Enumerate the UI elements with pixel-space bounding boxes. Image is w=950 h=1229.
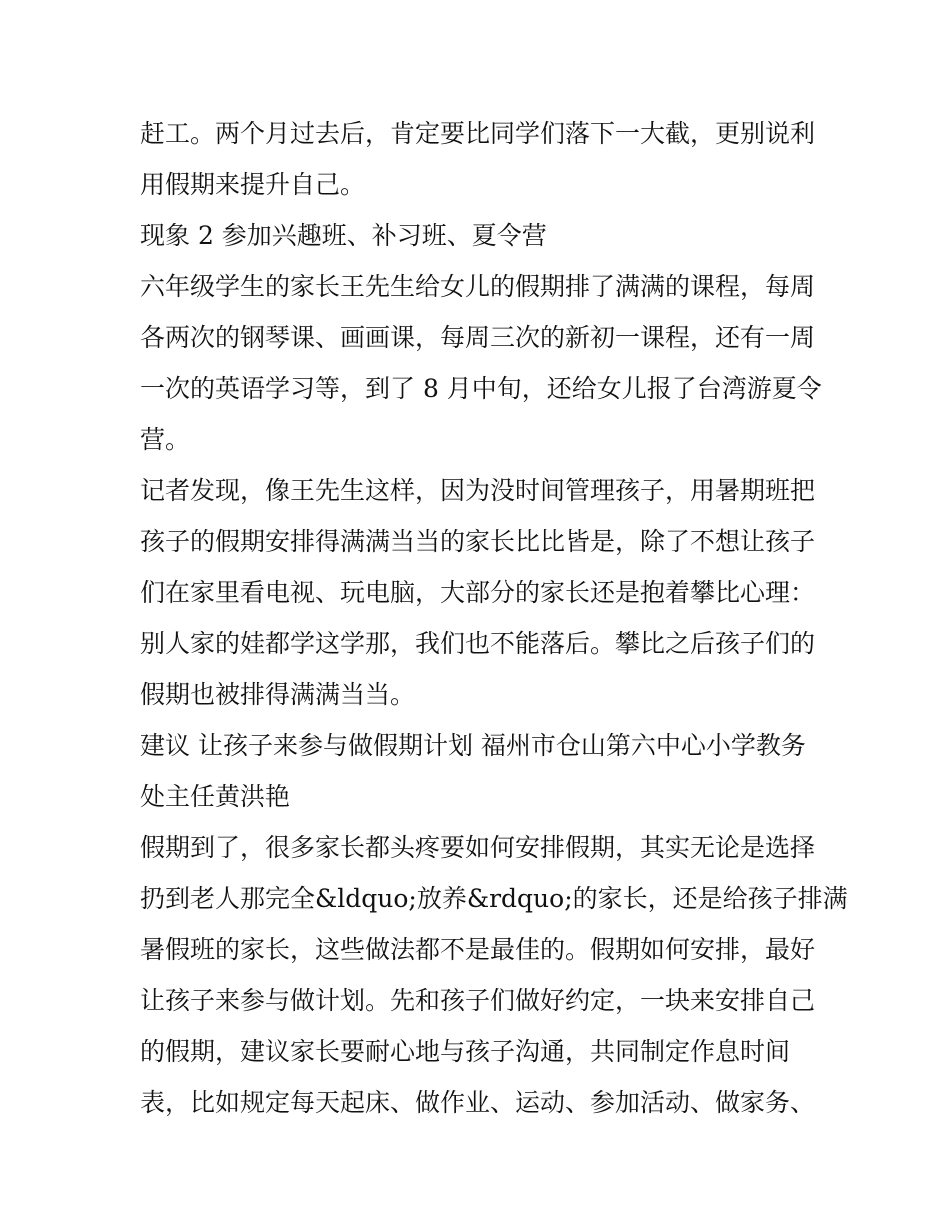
section-heading: 建议 让孩子来参与做假期计划 福州市仓山第六中心小学教务: [140, 731, 806, 760]
text-line: 扔到老人那完全&ldquo;放养&rdquo;的家长，还是给孩子排满: [140, 884, 848, 913]
text-line: 各两次的钢琴课、画画课，每周三次的新初一课程，还有一周: [140, 323, 816, 352]
section-heading: 现象 2 参加兴趣班、补习班、夏令营: [140, 221, 547, 250]
text-line: 孩子的假期安排得满满当当的家长比比皆是，除了不想让孩子: [140, 527, 816, 556]
text-line: 营。: [140, 425, 191, 454]
text-line: 别人家的娃都学这学那，我们也不能落后。攀比之后孩子们的: [140, 629, 816, 658]
text-line: 假期到了，很多家长都头疼要如何安排假期，其实无论是选择: [140, 833, 816, 862]
text-line: 暑假班的家长，这些做法都不是最佳的。假期如何安排，最好: [140, 935, 816, 964]
text-line: 记者发现，像王先生这样，因为没时间管理孩子，用暑期班把: [140, 476, 816, 505]
text-line: 们在家里看电视、玩电脑，大部分的家长还是抱着攀比心理：: [140, 578, 816, 607]
text-line: 假期也被排得满满当当。: [140, 680, 416, 709]
text-line: 表，比如规定每天起床、做作业、运动、参加活动、做家务、: [140, 1088, 816, 1117]
text-line: 的假期，建议家长要耐心地与孩子沟通，共同制定作息时间: [140, 1037, 791, 1066]
text-line: 一次的英语学习等，到了 8 月中旬，还给女儿报了台湾游夏令: [140, 374, 822, 403]
text-line: 让孩子来参与做计划。先和孩子们做好约定，一块来安排自己: [140, 986, 816, 1015]
text-line: 六年级学生的家长王先生给女儿的假期排了满满的课程，每周: [140, 272, 816, 301]
text-line: 赶工。两个月过去后，肯定要比同学们落下一大截，更别说利: [140, 119, 816, 148]
text-line: 用假期来提升自己。: [140, 170, 366, 199]
section-heading: 处主任黄洪艳: [140, 782, 291, 811]
document-body: [140, 108, 848, 1128]
